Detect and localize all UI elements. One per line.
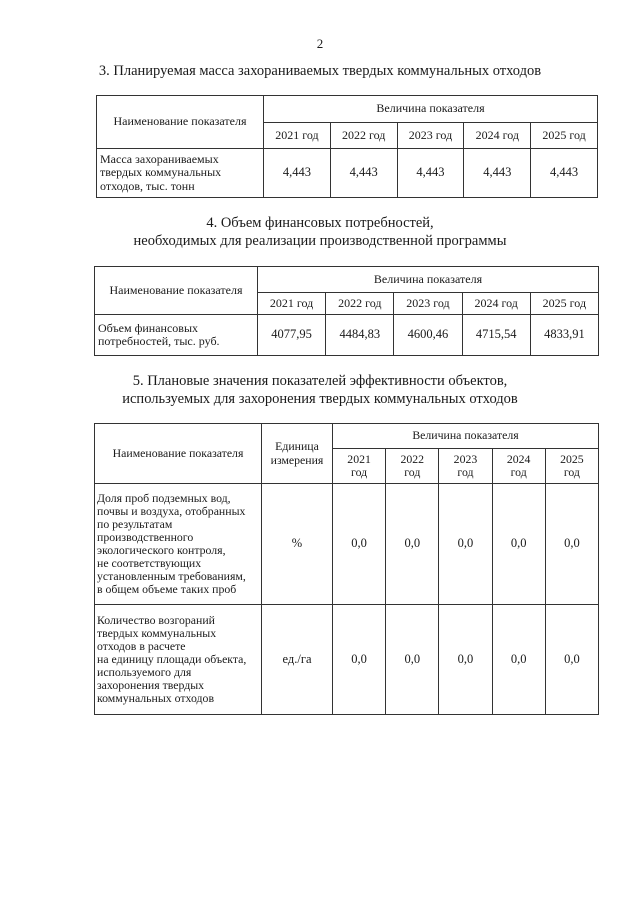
value-header: Величина показателя <box>264 96 598 123</box>
table-row <box>95 315 599 356</box>
finance-table <box>94 266 599 356</box>
year-header: 2023 год <box>439 449 492 484</box>
section-4-title: 4. Объем финансовых потребностей, необходимых для реализации производственной программы <box>133 215 507 249</box>
year-header: 2024 год <box>464 123 531 149</box>
year-header: 2023 год <box>394 293 462 315</box>
page-number: 2 <box>316 36 324 51</box>
year-header: 2023 год <box>397 123 464 149</box>
value-cell: 4600,46 <box>394 315 462 356</box>
year-header: 2025 год <box>545 449 598 484</box>
value-cell: 4,443 <box>397 149 464 198</box>
year-header: 2021 год <box>264 123 331 149</box>
value-header: Величина показателя <box>333 424 599 449</box>
row-name: Количество возгораний твердых коммунальных отходов в расчете на единицу площади объекта, используемого для захоронения твердых коммунальных отходов <box>95 605 262 715</box>
value-cell: 0,0 <box>492 484 545 605</box>
table-row <box>95 484 599 605</box>
year-header: 2024 год <box>462 293 530 315</box>
year-header: 2025 год <box>531 123 598 149</box>
name-header: Наименование показателя <box>95 267 258 315</box>
unit-cell: ед./га <box>262 605 333 715</box>
year-header: 2024 год <box>492 449 545 484</box>
year-header: 2021 год <box>333 449 386 484</box>
table-row <box>95 605 599 715</box>
year-header: 2022 год <box>330 123 397 149</box>
value-cell: 0,0 <box>333 484 386 605</box>
row-name: Доля проб подземных вод, почвы и воздуха, отобранных по результатам производственного экологического контроля, не соответствующих установленным требованиям, в общем объеме таких проб <box>95 484 262 605</box>
year-header: 2022 год <box>326 293 394 315</box>
mass-table <box>96 95 598 198</box>
value-cell: 0,0 <box>439 605 492 715</box>
value-cell: 0,0 <box>333 605 386 715</box>
value-cell: 0,0 <box>545 605 598 715</box>
value-cell: 4,443 <box>264 149 331 198</box>
name-header: Наименование показателя <box>97 96 264 149</box>
year-header: 2025 год <box>530 293 598 315</box>
value-header: Величина показателя <box>258 267 599 293</box>
efficiency-table <box>94 423 599 715</box>
unit-header: Единица измерения <box>262 424 333 484</box>
year-header: 2022 год <box>386 449 439 484</box>
value-cell: 4833,91 <box>530 315 598 356</box>
year-header: 2021 год <box>258 293 326 315</box>
value-cell: 4,443 <box>330 149 397 198</box>
row-name: Объем финансовых потребностей, тыс. руб. <box>95 315 258 356</box>
value-cell: 4,443 <box>464 149 531 198</box>
table-row <box>97 149 598 198</box>
section-3-title: 3. Планируемая масса захораниваемых твердых коммунальных отходов <box>98 63 542 79</box>
unit-cell: % <box>262 484 333 605</box>
value-cell: 0,0 <box>545 484 598 605</box>
value-cell: 4715,54 <box>462 315 530 356</box>
value-cell: 0,0 <box>492 605 545 715</box>
section-5-title: 5. Плановые значения показателей эффективности объектов, используемых для захоронения твердых коммунальных отходов <box>122 373 518 407</box>
value-cell: 4077,95 <box>258 315 326 356</box>
row-name: Масса захораниваемых твердых коммунальных отходов, тыс. тонн <box>97 149 264 198</box>
name-header: Наименование показателя <box>95 424 262 484</box>
value-cell: 0,0 <box>439 484 492 605</box>
value-cell: 0,0 <box>386 484 439 605</box>
value-cell: 4,443 <box>531 149 598 198</box>
value-cell: 0,0 <box>386 605 439 715</box>
value-cell: 4484,83 <box>326 315 394 356</box>
